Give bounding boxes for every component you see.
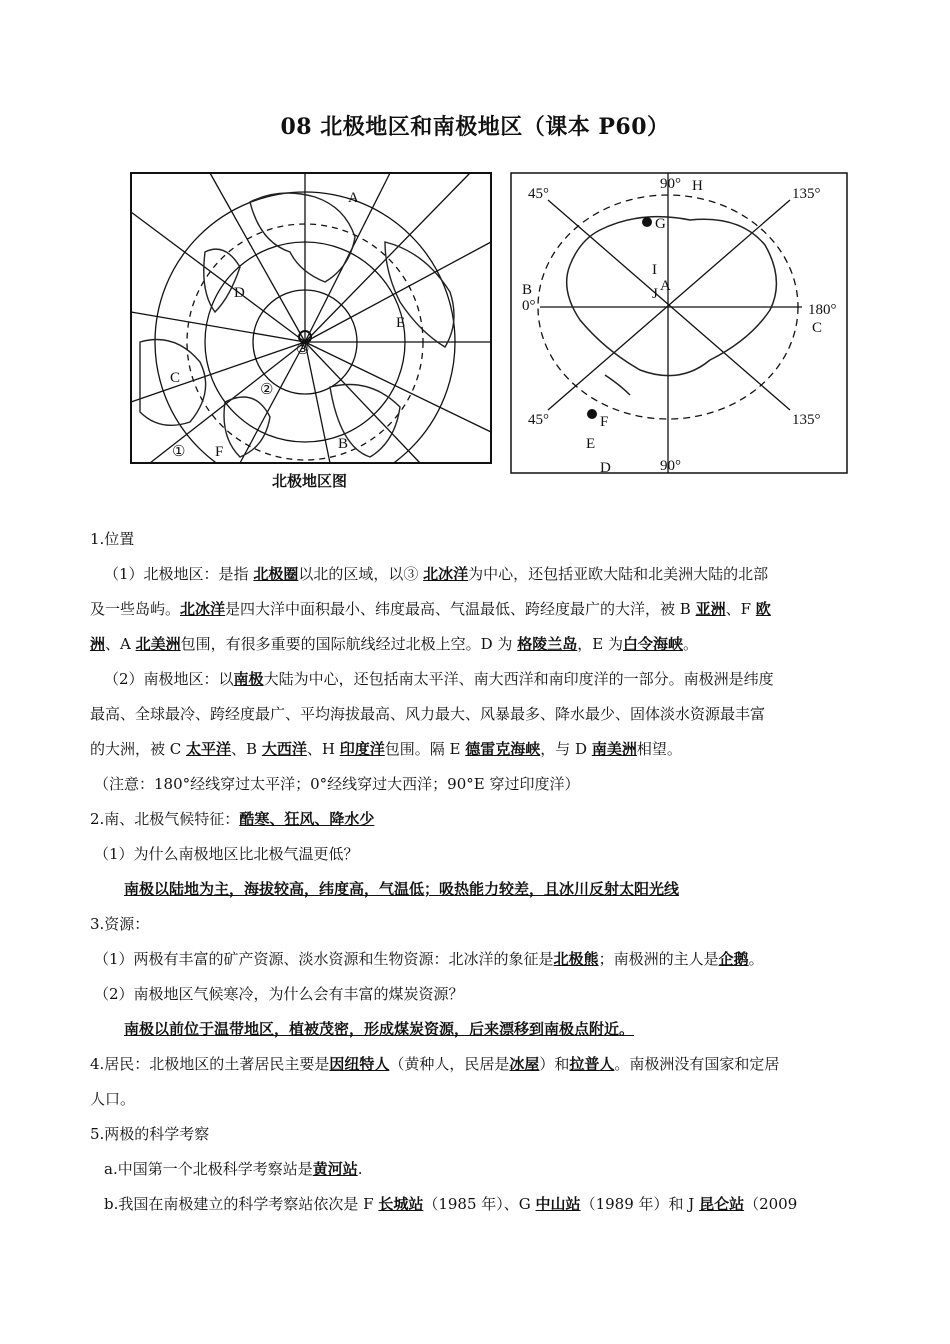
answer: 北美洲 [135, 635, 181, 653]
s2-answer: 南极以陆地为主，海拔较高，纬度高，气温低；吸热能力较差，且冰川反射太阳光线 [124, 880, 680, 898]
s3-line1: （1）两极有丰富的矿产资源、淡水资源和生物资源：北冰洋的象征是北极熊；南极洲的主人是企鹅。 [94, 950, 764, 968]
antarctic-lon45-tl: 45° [528, 186, 549, 202]
antarctic-label-d: D [600, 460, 611, 475]
arctic-map [130, 172, 492, 464]
answer: 白令海峡 [622, 635, 683, 653]
antarctic-map-svg [510, 170, 850, 475]
answer: 因纽特人 [329, 1055, 390, 1073]
arctic-label-1: ① [172, 444, 186, 460]
antarctic-label-a: A [660, 278, 671, 294]
s3-question: （2）南极地区气候寒冷，为什么会有丰富的煤炭资源？ [94, 985, 464, 1003]
answer: 北冰洋 [180, 600, 226, 618]
antarctic-lon90-bottom: 90° [660, 458, 681, 474]
section-1-heading: 1.位置 [90, 530, 135, 548]
antarctic-lon180: 180° [808, 302, 837, 318]
s1-note: （注意：180°经线穿过太平洋；0°经线穿过大西洋；90°E 穿过印度洋） [94, 775, 580, 793]
answer: 北极圈 [253, 565, 299, 583]
antarctic-label-g: G [655, 216, 666, 232]
s5-line-a: a.中国第一个北极科学考察站是黄河站. [104, 1160, 363, 1178]
answer: 亚洲 [695, 600, 726, 618]
answer: 北极熊 [553, 950, 599, 968]
section-2-heading: 2.南、北极气候特征：酷寒、狂风、降水少 [90, 810, 375, 828]
answer: 长城站 [378, 1195, 424, 1213]
answer: 拉普人 [569, 1055, 615, 1073]
antarctic-label-i: I [652, 262, 657, 278]
answer: 北冰洋 [423, 565, 469, 583]
arctic-label-f: F [215, 444, 224, 460]
antarctic-label-h: H [692, 178, 703, 194]
s3-answer: 南极以前位于温带地区，植被茂密，形成煤炭资源，后来漂移到南极点附近。 [124, 1020, 635, 1038]
s5-line-b: b.我国在南极建立的科学考察站依次是 F 长城站（1985 年）、G 中山站（1989 年）和 J 昆仑站（2009 [104, 1195, 798, 1213]
antarctic-lon90-top: 90° [660, 176, 681, 192]
answer: 昆仑站 [699, 1195, 745, 1213]
answer: 德雷克海峡 [465, 740, 541, 758]
antarctic-label-f: F [600, 414, 609, 430]
answer: 企鹅 [718, 950, 749, 968]
answer: 黄河站 [312, 1160, 358, 1178]
arctic-map-caption: 北极地区图 [272, 472, 348, 490]
antarctic-label-c: C [812, 320, 823, 336]
antarctic-label-e: E [586, 436, 596, 452]
arctic-label-e: E [396, 315, 406, 331]
s1-p2-line1: （2）南极地区：以南极大陆为中心，还包括南太平洋、南大西洋和南印度洋的一部分。南极洲是纬度 [104, 670, 774, 688]
antarctic-map [510, 170, 850, 475]
s2-question: （1）为什么南极地区比北极气温更低？ [94, 845, 359, 863]
s1-p1-line1: （1）北极地区：是指 北极圈以北的区域，以③ 北冰洋为中心，还包括亚欧大陆和北美洲大陆的北部 [104, 565, 769, 583]
answer: 南极 [233, 670, 264, 688]
answer: 太平洋 [186, 740, 232, 758]
arctic-label-d: D [234, 285, 245, 301]
s1-p2-line3: 的大洲，被 C 太平洋、B 大西洋、H 印度洋包围。隔 E 德雷克海峡，与 D 南美洲相望。 [90, 740, 682, 758]
answer: 洲 [90, 635, 106, 653]
answer: 酷寒、狂风、降水少 [239, 810, 375, 828]
arctic-map-svg [130, 172, 492, 464]
answer: 格陵兰岛 [517, 635, 578, 653]
antarctic-lon0: 0° [522, 298, 536, 314]
answer: 冰屋 [509, 1055, 540, 1073]
antarctic-label-j: J [652, 286, 658, 302]
arctic-label-3: ③ [296, 342, 310, 358]
answer: 大西洋 [261, 740, 307, 758]
antarctic-lon45-bl: 45° [528, 412, 549, 428]
answer: 南美洲 [591, 740, 637, 758]
arctic-label-c: C [170, 370, 181, 386]
s4-line2: 人口。 [90, 1090, 136, 1108]
section-3-heading: 3.资源： [90, 915, 150, 933]
section-5-heading: 5.两极的科学考察 [90, 1125, 210, 1143]
page-title: 08 北极地区和南极地区（课本 P60） [280, 114, 670, 140]
s1-p1-line3: 洲、A 北美洲包围，有很多重要的国际航线经过北极上空。D 为 格陵兰岛，E 为白令海峡。 [90, 635, 698, 653]
arctic-label-a: A [348, 190, 359, 206]
answer: 中山站 [535, 1195, 581, 1213]
antarctic-lon135-br: 135° [792, 412, 821, 428]
arctic-label-2: ② [260, 382, 274, 398]
answer: 印度洋 [339, 740, 385, 758]
arctic-label-b: B [338, 436, 349, 452]
s4-line1: 4.居民：北极地区的土著居民主要是因纽特人（黄种人，民居是冰屋）和拉普人。南极洲没有国家和定居 [90, 1055, 780, 1073]
answer: 欧 [755, 600, 771, 618]
s1-p1-line2: 及一些岛屿。北冰洋是四大洋中面积最小、纬度最高、气温最低、跨经度最广的大洋，被 B 亚洲、F 欧 [90, 600, 771, 618]
antarctic-lon135-tr: 135° [792, 186, 821, 202]
notes-content [90, 522, 860, 1222]
antarctic-label-b: B [522, 282, 533, 298]
s1-p2-line2: 最高、全球最冷、跨经度最广、平均海拔最高、风力最大、风暴最多、降水最少、固体淡水资源最丰富 [90, 705, 766, 723]
